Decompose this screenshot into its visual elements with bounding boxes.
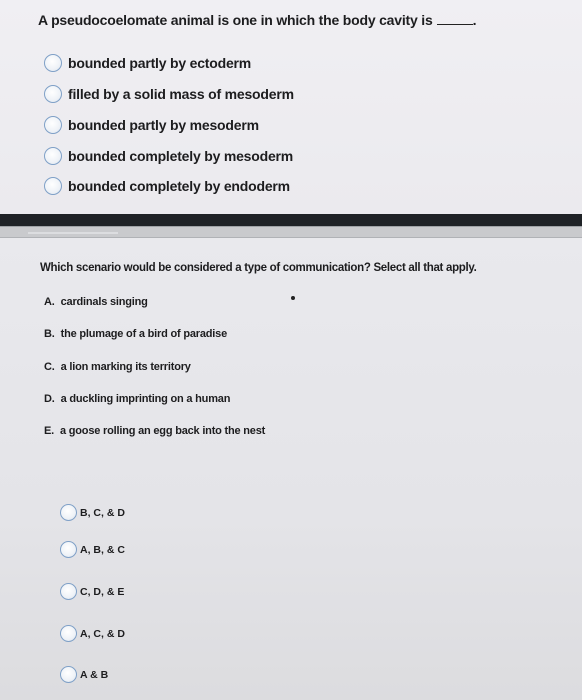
section-divider-dark (0, 214, 582, 226)
option-label: C, D, & E (80, 585, 125, 598)
option-label: filled by a solid mass of mesoderm (68, 86, 294, 102)
radio-button-icon[interactable] (60, 504, 77, 521)
option-label: bounded partly by ectoderm (68, 55, 252, 71)
question-1-option-1[interactable] (44, 54, 251, 72)
option-label: bounded completely by mesoderm (68, 148, 294, 164)
radio-button-icon[interactable] (60, 666, 77, 683)
prompt-period: . (472, 12, 477, 28)
statement-e (44, 425, 265, 437)
divider-highlight (28, 232, 118, 234)
question-1-option-4[interactable] (44, 147, 293, 165)
answer-blank (437, 14, 473, 25)
radio-button-icon[interactable] (60, 541, 77, 558)
radio-button-icon[interactable] (60, 625, 77, 642)
question-1-panel (0, 0, 582, 214)
statement-text: cardinals singing (60, 296, 148, 308)
statement-b (44, 328, 227, 340)
question-2-option-3[interactable] (60, 583, 124, 600)
statement-text: a lion marking its territory (60, 361, 191, 373)
statement-text: a goose rolling an egg back into the nest (60, 425, 266, 437)
option-label: A & B (80, 668, 109, 681)
question-1-option-2[interactable] (44, 85, 294, 103)
option-label: bounded partly by mesoderm (68, 117, 259, 133)
option-label: B, C, & D (80, 506, 125, 519)
option-label: bounded completely by endoderm (68, 178, 290, 194)
statement-text: the plumage of a bird of paradise (60, 328, 227, 340)
statement-c (44, 361, 191, 373)
radio-button-icon[interactable] (44, 177, 62, 195)
statement-letter: C. (44, 361, 55, 373)
statement-letter: A. (44, 296, 55, 308)
question-2-option-5[interactable] (60, 666, 108, 683)
question-1-option-5[interactable] (44, 177, 290, 195)
statement-text: a duckling imprinting on a human (60, 393, 231, 405)
question-2-option-2[interactable] (60, 541, 125, 558)
cursor-dot (291, 296, 295, 300)
radio-button-icon[interactable] (44, 116, 62, 134)
question-2-panel (0, 238, 582, 700)
statement-letter: E. (44, 425, 54, 437)
statement-letter: D. (44, 393, 55, 405)
question-2-option-1[interactable] (60, 504, 125, 521)
statement-d (44, 393, 230, 405)
section-divider-light (0, 226, 582, 238)
statement-a (44, 296, 148, 308)
question-1-option-3[interactable] (44, 116, 259, 134)
question-2-option-4[interactable] (60, 625, 125, 642)
question-1-prompt (38, 12, 476, 28)
radio-button-icon[interactable] (44, 147, 62, 165)
statement-letter: B. (44, 328, 55, 340)
question-2-prompt: Which scenario would be considered a type of communication? Select all that apply. (40, 262, 477, 274)
option-label: A, C, & D (80, 627, 125, 640)
question-1-prompt-text: A pseudocoelomate animal is one in which the body cavity is (38, 12, 433, 28)
radio-button-icon[interactable] (44, 54, 62, 72)
radio-button-icon[interactable] (44, 85, 62, 103)
option-label: A, B, & C (80, 543, 125, 556)
radio-button-icon[interactable] (60, 583, 77, 600)
